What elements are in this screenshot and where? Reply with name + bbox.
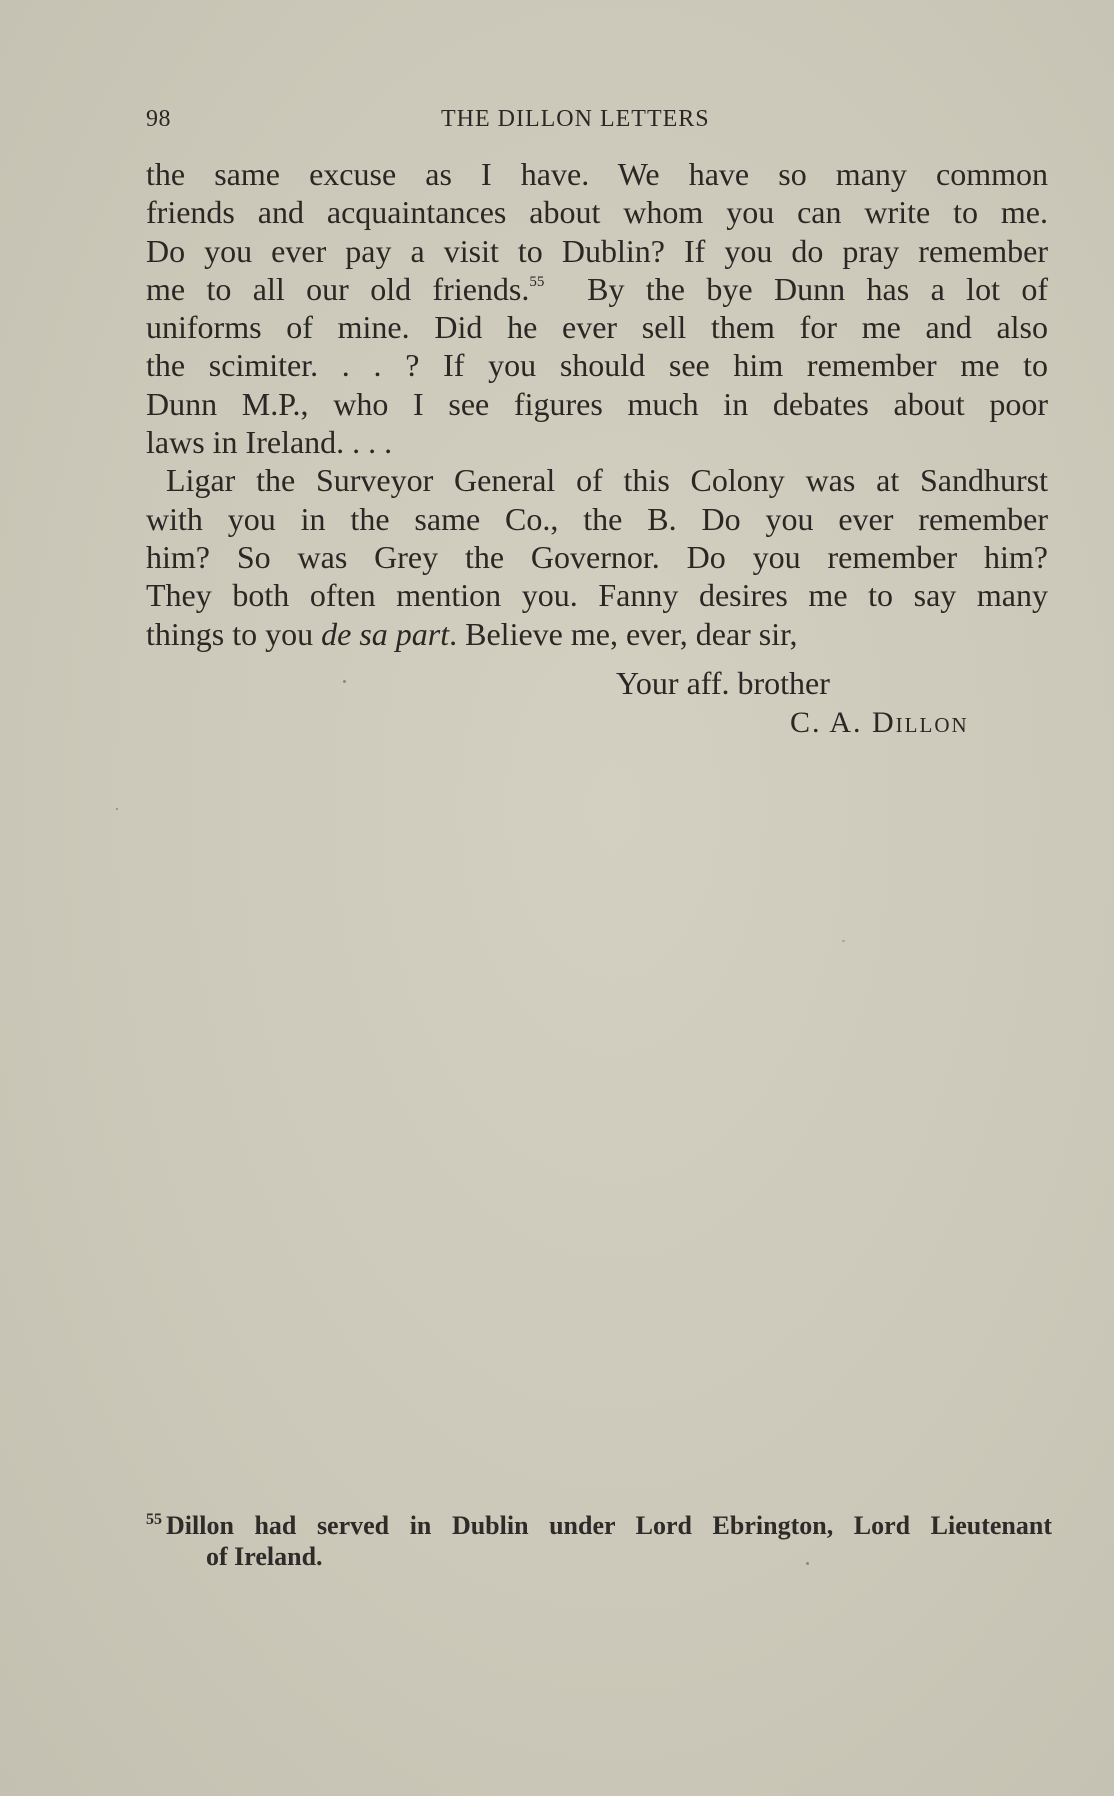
text-line: Do you ever pay a visit to Dublin? If you do pray remember	[146, 232, 1048, 269]
text-line: Dunn M.P., who I see figures much in debates about poor	[146, 385, 1048, 422]
footnote-line: of Ireland.	[206, 1542, 323, 1571]
page-header	[146, 106, 1046, 136]
text-fragment: things to you	[146, 615, 322, 652]
italic-phrase: de sa part	[321, 615, 450, 652]
footnote-number: 55	[146, 1511, 162, 1528]
text-line: him? So was Grey the Governor. Do you remember him?	[146, 538, 1048, 575]
text-line: They both often mention you. Fanny desires me to say many	[146, 577, 1048, 614]
text-line: with you in the same Co., the B. Do you ever remember	[146, 500, 1048, 537]
letter-body	[146, 155, 1048, 653]
paper-speck	[806, 1562, 809, 1565]
paper-speck	[343, 680, 346, 683]
text-line-with-italic	[146, 615, 1048, 653]
paper-speck	[116, 808, 118, 810]
valediction: Your aff. brother	[616, 665, 830, 701]
text-fragment: . Believe me, ever, dear sir,	[449, 615, 798, 652]
text-line-with-footnote	[146, 270, 1048, 308]
running-head: THE DILLON LETTERS	[441, 106, 710, 132]
text-line: the same excuse as I have. We have so many common	[146, 156, 1048, 192]
paper-speck	[842, 940, 845, 942]
footnote-text: Dillon had served in Dublin under Lord Ebrington, Lord Lieutenant	[166, 1511, 1052, 1540]
text-line: friends and acquaintances about whom you can write to me.	[146, 194, 1048, 231]
text-line: Ligar the Surveyor General of this Colony was at Sandhurst	[166, 462, 1048, 499]
footnote	[146, 1510, 1052, 1572]
page-number: 98	[146, 106, 171, 132]
footnote-reference: 55	[529, 273, 545, 290]
text-line: uniforms of mine. Did he ever sell them for me and also	[146, 309, 1048, 346]
signature: C. A. Dillon	[790, 706, 969, 739]
text-line: the scimiter. . . ? If you should see him remember me to	[146, 347, 1048, 384]
text-fragment: me to all our old friends.	[146, 270, 530, 307]
footnote-line	[146, 1510, 1052, 1541]
text-line: laws in Ireland. . . .	[146, 424, 393, 461]
text-fragment: By the bye Dunn has a lot of	[587, 270, 1049, 307]
